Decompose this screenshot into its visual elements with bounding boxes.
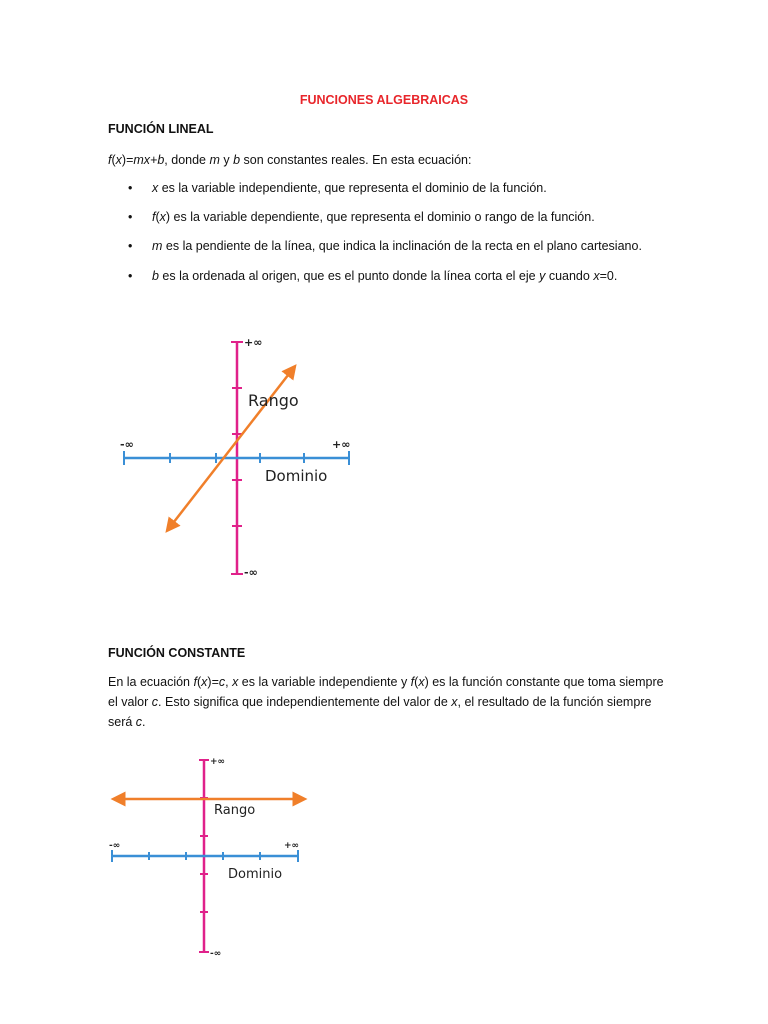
bullet-item: • f(x) es la variable dependiente, que representa el dominio o rango de la función. [128,210,595,224]
var-x: x [115,153,122,167]
bullet-dot: • [128,239,133,253]
bullet-item: • x es la variable independiente, que representa el dominio de la función. [128,181,547,195]
dominio-label: Dominio [228,867,283,882]
document-title: FUNCIONES ALGEBRAICAS [299,93,469,107]
section-heading-lineal: FUNCIÓN LINEAL [108,122,214,136]
constante-paragraph: En la ecuación f(x)=c, x es la variable independiente y f(x) es la función constante que toma siempre el valor c. Esto significa que independientemente del valor de x, el resultado de la función siempre será c. [108,675,664,729]
var-b: b [233,153,241,167]
bullet-item: • b es la ordenada al origen, que es el punto donde la línea corta el eje y cuando x=0. [128,269,618,283]
minus-infinity-y-label: -∞ [210,949,222,959]
linear-function-graph [112,328,362,588]
minus-infinity-x-label: -∞ [109,841,121,851]
constant-function-graph [104,752,309,967]
plus-infinity-x-label: +∞ [332,438,351,451]
var-f: f [108,153,112,167]
bullet-dot: • [128,210,133,224]
plus-infinity-x-label: +∞ [284,841,300,851]
rango-label: Rango [214,803,256,818]
dominio-label: Dominio [265,467,328,485]
rango-label: Rango [248,391,299,410]
bullet-dot: • [128,181,133,195]
bullet-dot: • [128,269,133,283]
plus-infinity-y-label: +∞ [244,336,263,349]
section-heading-constante: FUNCIÓN CONSTANTE [108,646,246,660]
bullet-item: • m es la pendiente de la línea, que indica la inclinación de la recta en el plano cartesiano. [128,239,642,253]
minus-infinity-y-label: -∞ [244,566,258,579]
var-m: m [209,153,220,167]
lineal-intro: f(x)=mx+b, donde m y b son constantes reales. En esta ecuación: [108,153,472,167]
equation: mx+b [133,153,165,167]
minus-infinity-x-label: -∞ [120,438,134,451]
plus-infinity-y-label: +∞ [210,757,226,767]
